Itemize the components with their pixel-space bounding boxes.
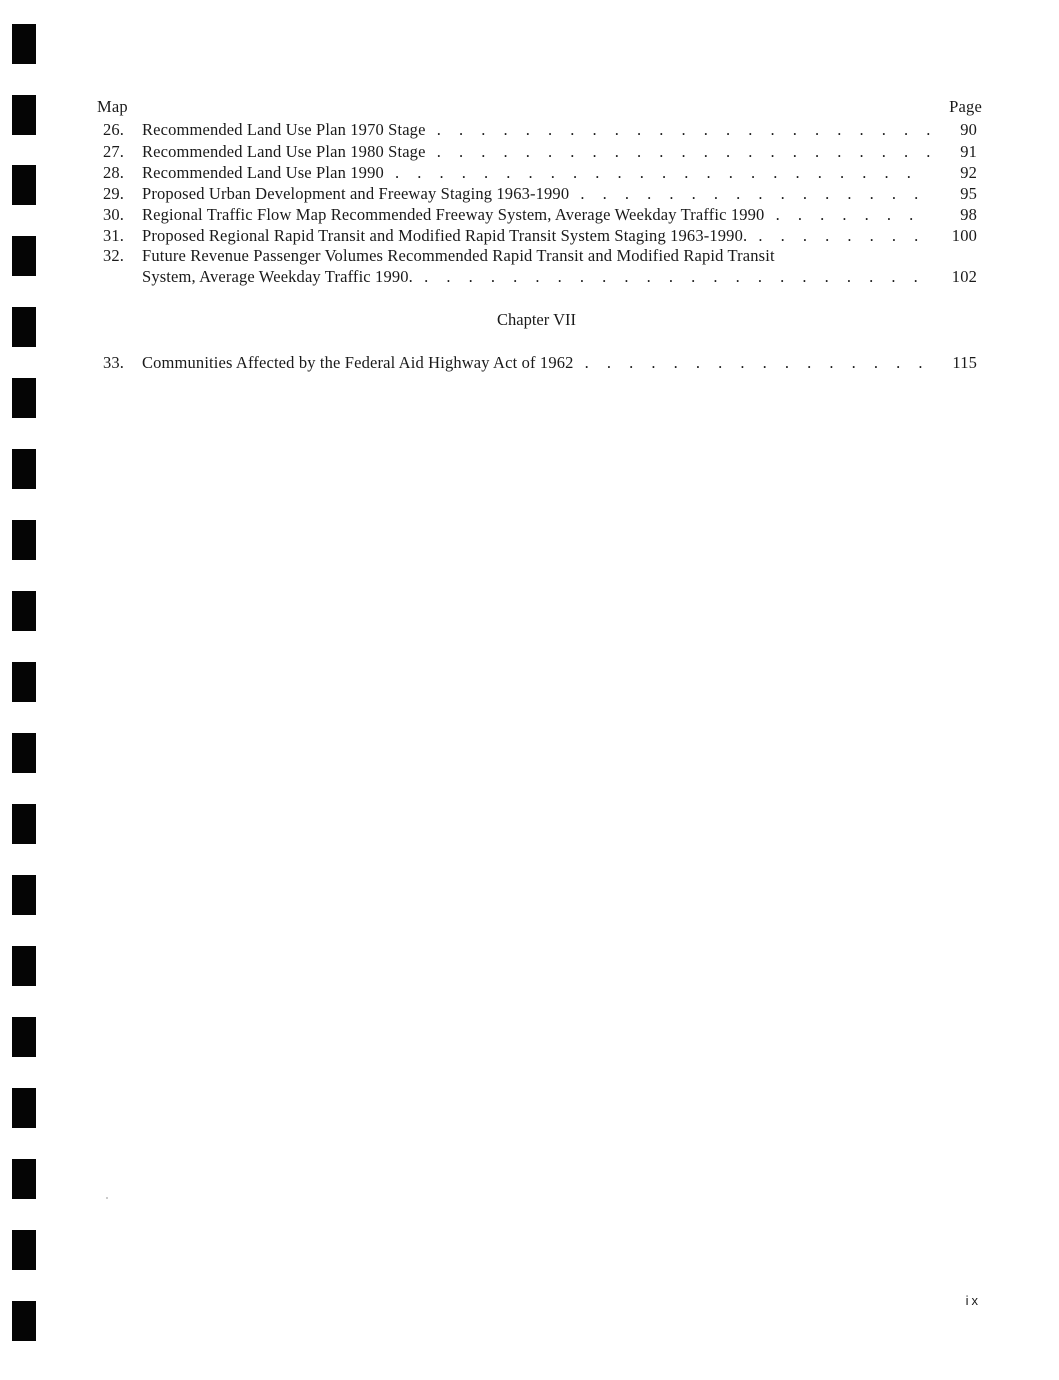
entry-page: 98 xyxy=(960,205,977,224)
entry-title: Proposed Urban Development and Freeway Staging 1963-1990 . . . xyxy=(142,183,930,205)
toc-entry xyxy=(0,141,1059,163)
toc-entry-continuation xyxy=(0,266,1059,288)
toc-entry xyxy=(0,245,1059,267)
entry-number: 31. xyxy=(103,226,125,245)
entry-number: 26. xyxy=(103,120,125,139)
entry-number: 33. xyxy=(103,353,125,372)
entry-page: 100 xyxy=(951,226,977,245)
binding-mark xyxy=(12,1301,36,1341)
entry-title: Proposed Regional Rapid Transit and Modified Rapid Transit System Staging 1963-1990. . . . xyxy=(142,225,930,247)
binding-mark xyxy=(12,1159,36,1199)
entry-page: 90 xyxy=(960,120,977,139)
binding-mark xyxy=(12,1088,36,1128)
binding-mark xyxy=(12,591,36,631)
entry-page: 115 xyxy=(952,353,977,372)
entry-title: Recommended Land Use Plan 1970 Stage . . . xyxy=(142,119,930,141)
toc-entry xyxy=(0,225,1059,247)
binding-mark xyxy=(12,1230,36,1270)
binding-mark xyxy=(12,378,36,418)
binding-mark xyxy=(12,662,36,702)
toc-entry xyxy=(0,183,1059,205)
binding-mark xyxy=(12,520,36,560)
entry-number: 27. xyxy=(103,142,125,161)
entry-number: 30. xyxy=(103,205,125,224)
entry-number: 32. xyxy=(103,246,125,265)
entry-number: 28. xyxy=(103,163,125,182)
column-header-page: Page xyxy=(949,97,982,116)
entry-title: Regional Traffic Flow Map Recommended Freeway System, Average Weekday Traffic 1990 . . . xyxy=(142,204,930,226)
binding-mark xyxy=(12,875,36,915)
toc-entry xyxy=(0,204,1059,226)
binding-mark xyxy=(12,946,36,986)
binding-mark xyxy=(12,804,36,844)
toc-entry xyxy=(0,352,1059,374)
entry-title: Communities Affected by the Federal Aid Highway Act of 1962 . . . xyxy=(142,352,930,374)
entry-page: 95 xyxy=(960,184,977,203)
entry-number: 29. xyxy=(103,184,125,203)
chapter-heading: Chapter VII xyxy=(497,310,576,329)
toc-entry xyxy=(0,162,1059,184)
binding-mark xyxy=(12,1017,36,1057)
entry-page: 91 xyxy=(960,142,977,161)
binding-mark xyxy=(12,449,36,489)
entry-title-line1: Future Revenue Passenger Volumes Recommended Rapid Transit and Modified Rapid Transit xyxy=(142,246,775,265)
entry-title-line2: System, Average Weekday Traffic 1990. . . . xyxy=(142,266,930,288)
entry-page: 92 xyxy=(960,163,977,182)
scan-speck xyxy=(106,1197,108,1199)
page-number: ix xyxy=(965,1293,981,1308)
entry-title: Recommended Land Use Plan 1990 . . . xyxy=(142,162,930,184)
toc-entry xyxy=(0,119,1059,141)
binding-mark xyxy=(12,24,36,64)
column-header-map: Map xyxy=(97,97,128,116)
entry-page: 102 xyxy=(951,267,977,286)
binding-mark xyxy=(12,733,36,773)
entry-title: Recommended Land Use Plan 1980 Stage . . . xyxy=(142,141,930,163)
